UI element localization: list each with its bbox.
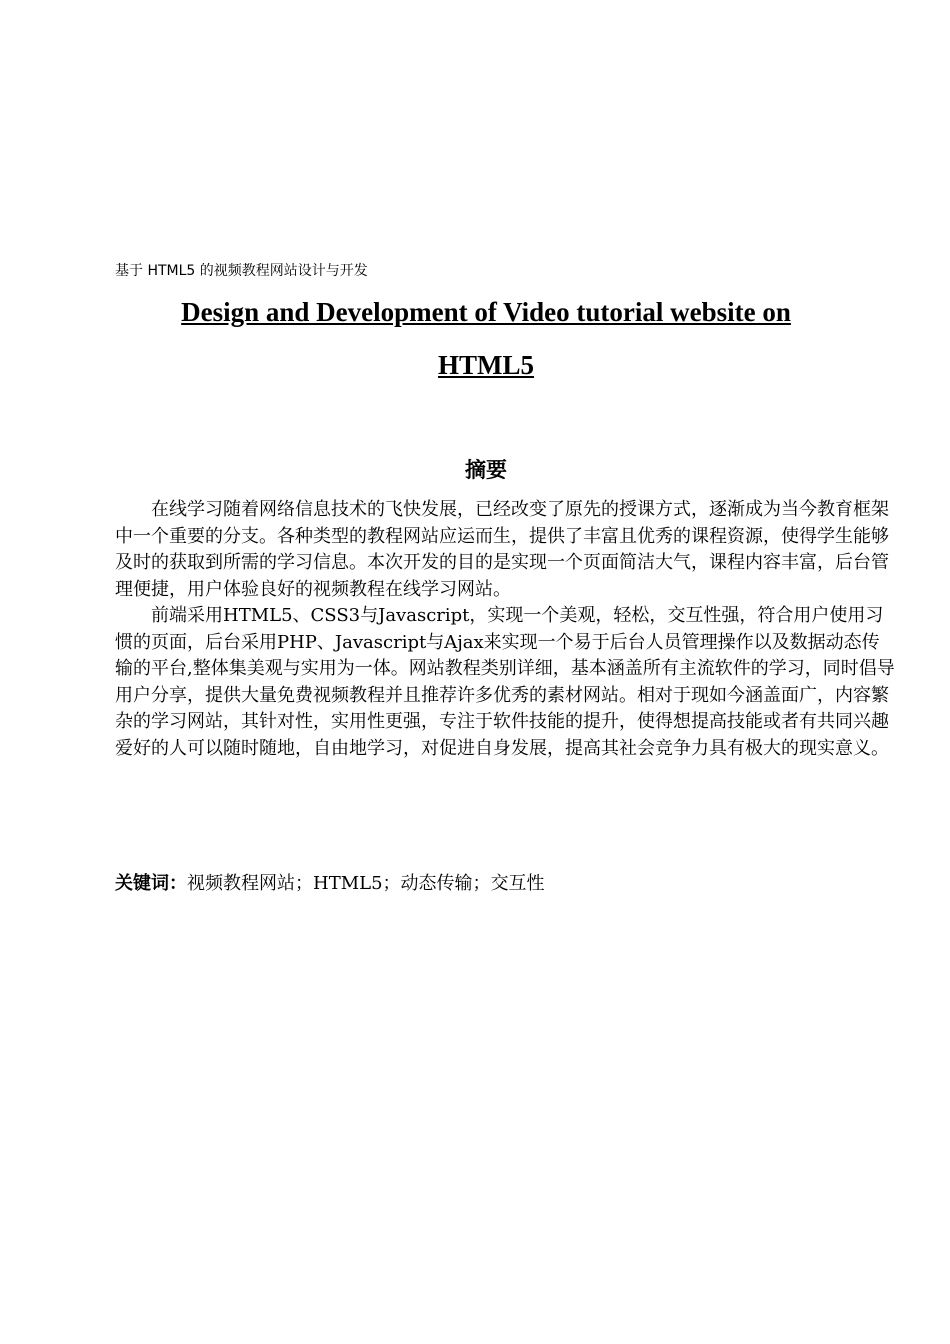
keywords-line [115, 870, 545, 898]
english-title-line-2: HTML5 [437, 350, 534, 380]
abstract-body [115, 497, 895, 762]
abstract-paragraph-1: 在线学习随着网络信息技术的飞快发展，已经改变了原先的授课方式，逐渐成为当今教育框架中一个重要的分支。各种类型的教程网站应运而生，提供了丰富且优秀的课程资源，使得学生能够及时的获取到所需的学习信息。本次开发的目的是实现一个页面简洁大气，课程内容丰富，后台管理便捷，用户体验良好的视频教程在线学习网站。 [115, 499, 889, 600]
keywords-value: 视频教程网站；HTML5；动态传输；交互性 [187, 873, 545, 894]
english-title-line-1: Design and Development of Video tutorial website on [181, 297, 791, 327]
abstract-paragraph-2: 前端采用HTML5、CSS3与Javascript，实现一个美观，轻松，交互性强，符合用户使用习惯的页面，后台采用PHP、Javascript与Ajax来实现一个易于后台人员管理操作以及数据动态传输的平台,整体集美观与实用为一体。网站教程类别详细，基本涵盖所有主流软件的学习，同时倡导用户分享，提供大量免费视频教程并且推荐许多优秀的素材网站。相对于现如今涵盖面广，内容繁杂的学习网站，其针对性，实用性更强，专注于软件技能的提升，使得想提高技能或者有共同兴趣爱好的人可以随时随地，自由地学习，对促进自身发展，提高其社会竞争力具有极大的现实意义。 [115, 605, 895, 759]
abstract-heading: 摘要 [465, 458, 507, 482]
keywords-label: 关键词： [115, 873, 187, 894]
running-header: 基于 HTML5 的视频教程网站设计与开发 [115, 263, 368, 279]
